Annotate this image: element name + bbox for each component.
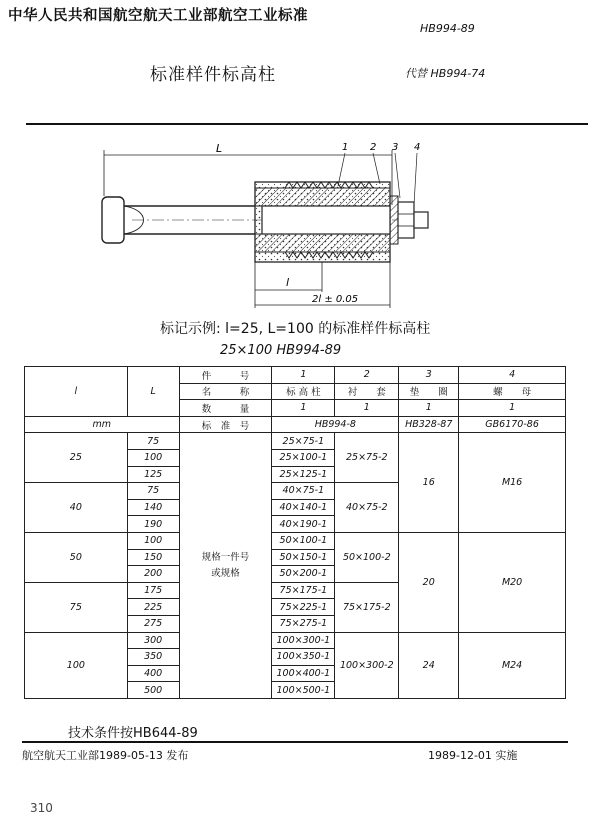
table-cell: 40×75-1 — [272, 483, 335, 500]
table-cell: M24 — [459, 632, 566, 698]
callout-2: 2 — [370, 142, 377, 153]
table-cell: 2 — [335, 367, 399, 384]
row-label-qty: 数 量 — [179, 400, 272, 417]
footer-rule — [22, 741, 568, 743]
table-cell: 75 — [25, 582, 128, 632]
table-cell: GB6170-86 — [459, 416, 566, 433]
unit-cell: mm — [25, 416, 180, 433]
spec-label: 规格一件号 或规格 — [179, 433, 272, 699]
table-cell: 100×350-1 — [272, 649, 335, 666]
table-cell: 螺 母 — [459, 383, 566, 400]
table-cell: 150 — [127, 549, 179, 566]
table-cell: 24 — [399, 632, 459, 698]
marking-code: 25×100 HB994-89 — [220, 343, 342, 358]
table-cell: 350 — [127, 649, 179, 666]
marking-example: 标记示例: l=25, L=100 的标准样件标高柱 — [160, 321, 431, 337]
table-cell: 100×400-1 — [272, 665, 335, 682]
table-cell: 25 — [25, 433, 128, 483]
replaces-standard: 代替 HB994-74 — [405, 67, 486, 80]
table-cell: 4 — [459, 367, 566, 384]
part-drawing — [0, 130, 600, 315]
table-cell: 100 — [127, 532, 179, 549]
standard-header-title: 中华人民共和国航空航天工业部航空工业标准 — [8, 8, 308, 24]
table-cell: 50×100-2 — [335, 532, 399, 582]
table-cell: 50×150-1 — [272, 549, 335, 566]
row-label-name: 名 称 — [179, 383, 272, 400]
table-cell: 200 — [127, 566, 179, 583]
table-cell: M20 — [459, 532, 566, 632]
table-cell: 500 — [127, 682, 179, 699]
issue-info: 航空航天工业部1989-05-13 发布 — [22, 749, 189, 762]
table-cell: 75 — [127, 483, 179, 500]
col-header-L: L — [127, 367, 179, 417]
table-cell: 75×175-1 — [272, 582, 335, 599]
table-cell: HB328-87 — [399, 416, 459, 433]
table-cell: 140 — [127, 499, 179, 516]
table-cell: 300 — [127, 632, 179, 649]
table-cell: 1 — [272, 400, 335, 417]
spec-table — [24, 366, 566, 699]
table-cell: HB994-8 — [272, 416, 399, 433]
document-title: 标准样件标高柱 — [150, 65, 276, 85]
dim-2l-label: 2l ± 0.05 — [312, 294, 359, 305]
table-cell: 25×125-1 — [272, 466, 335, 483]
table-cell: M16 — [459, 433, 566, 533]
standard-number: HB994-89 — [420, 22, 475, 35]
col-header-l: l — [25, 367, 128, 417]
table-cell: 1 — [272, 367, 335, 384]
table-cell: 25×100-1 — [272, 449, 335, 466]
table-cell: 75×275-1 — [272, 615, 335, 632]
table-cell: 40×190-1 — [272, 516, 335, 533]
implementation-date: 1989-12-01 实施 — [428, 749, 518, 762]
technical-requirements: 技术条件按HB644-89 — [68, 726, 198, 741]
table-cell: 275 — [127, 615, 179, 632]
table-cell: 100 — [127, 449, 179, 466]
table-cell: 100×300-1 — [272, 632, 335, 649]
callout-3: 3 — [392, 142, 399, 153]
dim-l-label: l — [286, 276, 290, 289]
table-cell: 16 — [399, 433, 459, 533]
table-cell: 225 — [127, 599, 179, 616]
table-cell: 3 — [399, 367, 459, 384]
table-cell: 标 高 柱 — [272, 383, 335, 400]
table-cell: 50×200-1 — [272, 566, 335, 583]
table-cell: 75 — [127, 433, 179, 450]
table-cell: 1 — [399, 400, 459, 417]
table-cell: 25×75-1 — [272, 433, 335, 450]
callout-4: 4 — [414, 142, 421, 153]
table-cell: 175 — [127, 582, 179, 599]
table-cell: 25×75-2 — [335, 433, 399, 483]
table-cell: 40 — [25, 483, 128, 533]
table-cell: 75×175-2 — [335, 582, 399, 632]
table-cell: 125 — [127, 466, 179, 483]
table-cell: 100 — [25, 632, 128, 698]
table-cell: 190 — [127, 516, 179, 533]
table-cell: 50×100-1 — [272, 532, 335, 549]
table-cell: 衬 套 — [335, 383, 399, 400]
row-label-part-no: 件 号 — [179, 367, 272, 384]
dim-L-label: L — [216, 142, 223, 155]
table-cell: 20 — [399, 532, 459, 632]
table-cell: 50 — [25, 532, 128, 582]
page-number: 310 — [30, 801, 53, 815]
header-rule — [26, 123, 588, 125]
table-cell: 40×140-1 — [272, 499, 335, 516]
table-cell: 75×225-1 — [272, 599, 335, 616]
table-cell: 100×500-1 — [272, 682, 335, 699]
table-cell: 1 — [335, 400, 399, 417]
row-label-std: 标 准 号 — [179, 416, 272, 433]
table-cell: 400 — [127, 665, 179, 682]
table-cell: 40×75-2 — [335, 483, 399, 533]
table-cell: 1 — [459, 400, 566, 417]
table-cell: 垫 圈 — [399, 383, 459, 400]
callout-1: 1 — [342, 142, 349, 153]
table-cell: 100×300-2 — [335, 632, 399, 698]
